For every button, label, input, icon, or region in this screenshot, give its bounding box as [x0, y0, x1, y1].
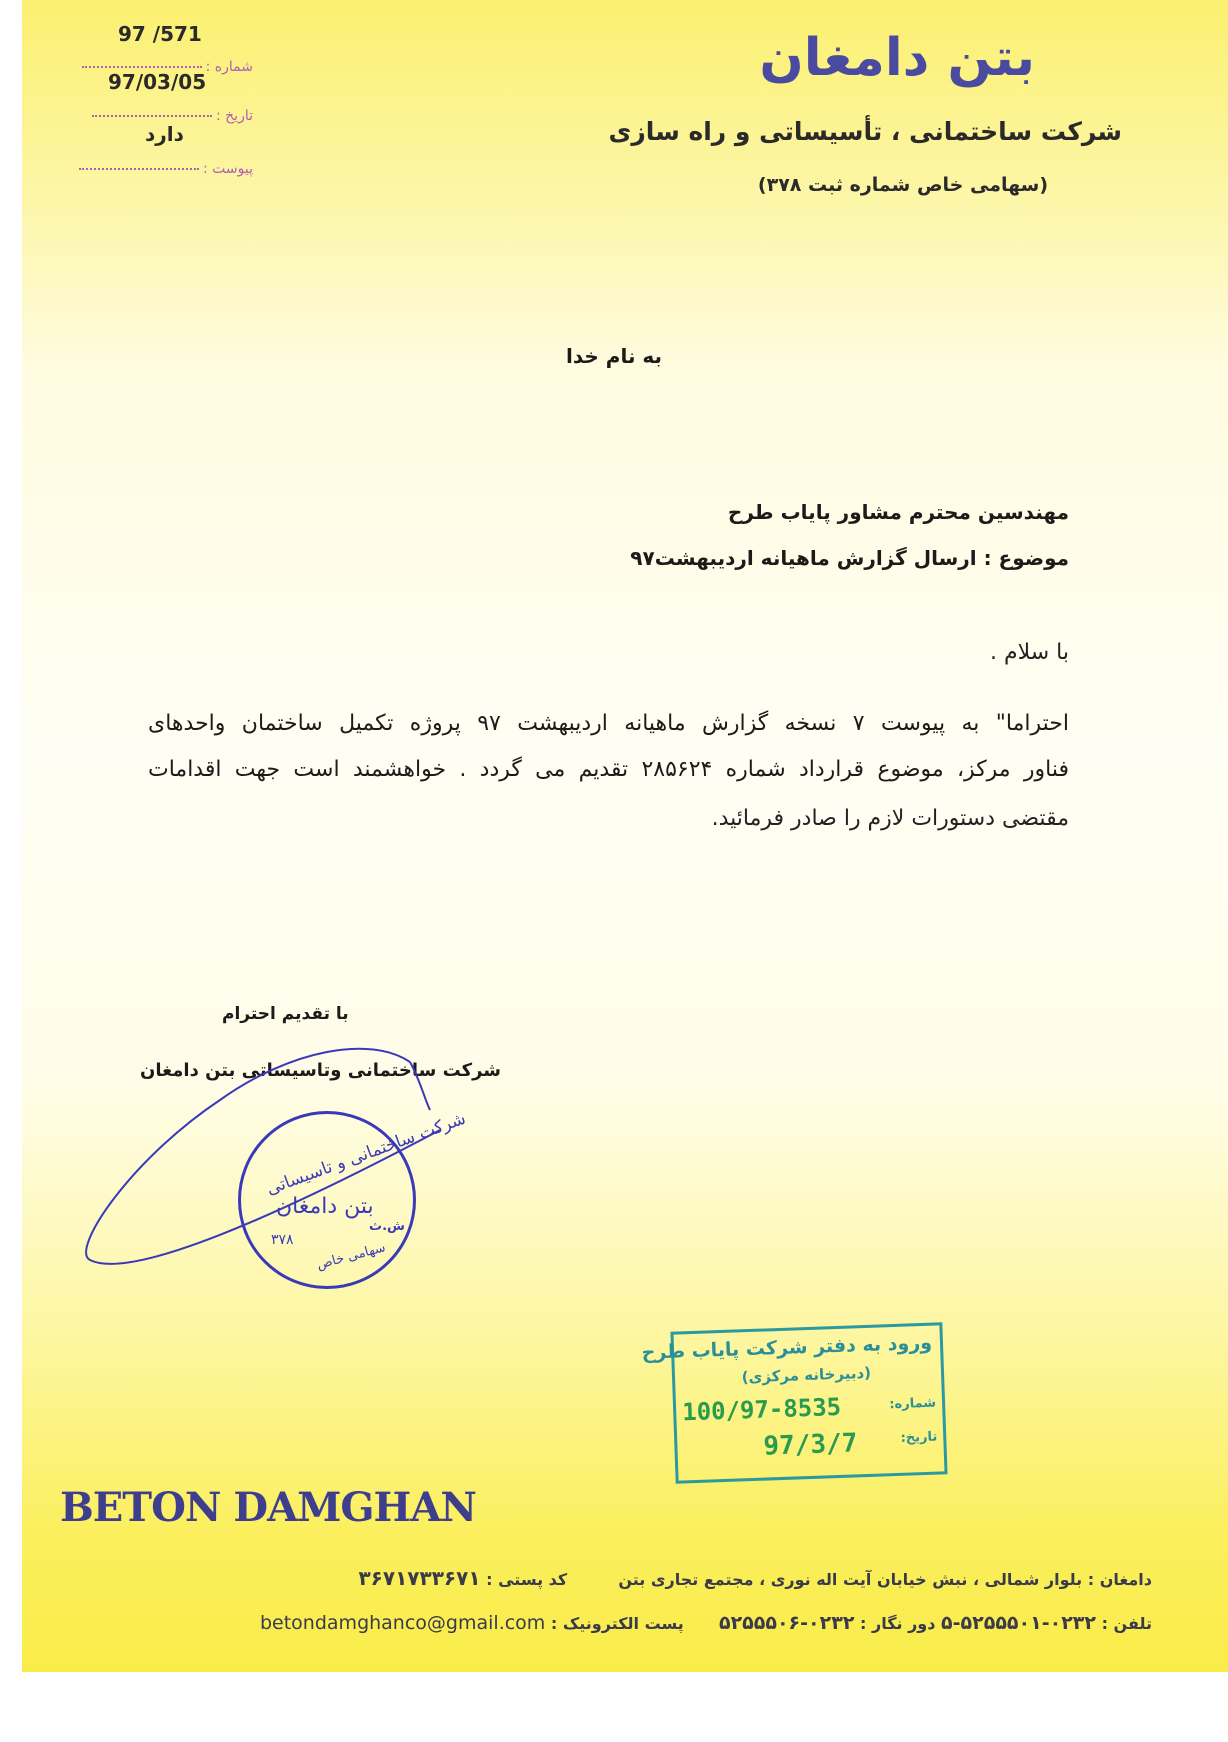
attachment-label: پیوست : — [203, 161, 253, 177]
signatory: شرکت ساختمانی وتاسیساتی بتن دامغان — [140, 1060, 502, 1081]
subject: موضوع : ارسال گزارش ماهیانه اردیبهشت۹۷ — [630, 546, 1069, 570]
email: betondamghanco@gmail.com — [259, 1612, 546, 1634]
invocation: به نام خدا — [566, 344, 663, 368]
registration-info: (سهامی خاص شماره ثبت ۳۷۸) — [757, 174, 1048, 196]
body-line: مقتضی دستورات لازم را صادر فرمائید. — [711, 806, 1069, 831]
seal-type: سهامی خاص — [315, 1240, 388, 1273]
letterhead-page — [22, 0, 1228, 1672]
stamp-subtitle: (دبیرخانه مرکزی) — [741, 1363, 872, 1387]
postal-code: ۳۶۷۱۷۳۳۶۷۱ — [358, 1566, 481, 1590]
postal-label: کد پستی : — [486, 1570, 568, 1589]
address-line — [358, 1566, 1152, 1590]
contact-line — [260, 1612, 1152, 1634]
stamp-date-label: تاریخ: — [900, 1429, 938, 1446]
fax-label: دور نگار : — [860, 1614, 936, 1633]
letter-number-label: شماره : — [205, 59, 253, 75]
date-label: تاریخ : — [215, 108, 253, 124]
email-label: پست الکترونیک : — [550, 1614, 684, 1633]
seal-text-top: شرکت ساختمانی و تاسیساتی — [263, 1108, 469, 1200]
letter-number-value: 97 /571 — [118, 22, 202, 46]
seal-reg-number: ۳۷۸ — [271, 1232, 294, 1248]
greeting: با سلام . — [990, 640, 1069, 665]
seal-text-middle: بتن دامغان — [276, 1194, 374, 1219]
attachment-field — [79, 158, 253, 177]
phone-label: تلفن : — [1101, 1614, 1152, 1633]
company-seal — [238, 1108, 469, 1289]
company-logo-text: بتن دامغان — [759, 28, 1035, 88]
body-line: فناور مرکز، موضوع قرارداد شماره ۲۸۵۶۲۴ تقدیم می گردد . خواهشمند است جهت اقدامات — [148, 757, 1069, 782]
stamp-title: ورود به دفتر شرکت پایاب طرح — [641, 1331, 933, 1364]
received-stamp — [641, 1322, 947, 1483]
recipient: مهندسین محترم مشاور پایاب طرح — [727, 500, 1069, 524]
company-type: شرکت ساختمانی ، تأسیساتی و راه سازی — [608, 117, 1122, 146]
dotted-line — [82, 66, 202, 68]
dotted-line — [79, 168, 199, 170]
body-line: احتراما" به پیوست ۷ نسخه گزارش ماهیانه اردیبهشت ۹۷ پروژه تکمیل ساختمان واحدهای — [148, 711, 1069, 736]
dotted-line — [92, 115, 212, 117]
address: دامغان : بلوار شمالی ، نبش خیابان آیت اله نوری ، مجتمع تجاری بتن — [618, 1570, 1152, 1589]
stamp-number-value: 100/97-8535 — [681, 1392, 842, 1427]
fax: ۰۲۳۲-۵۲۵۵۵۰۶ — [718, 1612, 855, 1634]
seal-reg-abbrev: ش.ث — [369, 1219, 405, 1234]
phone: ۰۲۳۲-۵۲۵۵۵۰۱-۵ — [941, 1612, 1096, 1634]
stamp-number-label: شماره: — [889, 1395, 937, 1413]
stamp-date-value: 97/3/7 — [762, 1428, 858, 1462]
date-value: 97/03/05 — [108, 70, 207, 94]
latin-logo: BETON DAMGHAN — [60, 1484, 476, 1531]
closing: با تقدیم احترام — [222, 1004, 349, 1024]
attachment-value: دارد — [145, 122, 184, 146]
